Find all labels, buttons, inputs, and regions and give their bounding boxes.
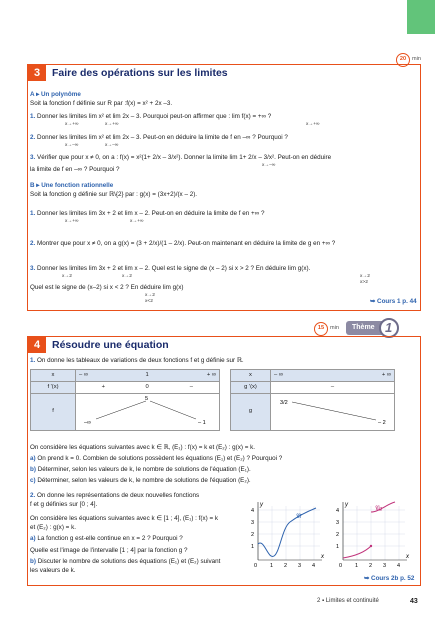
- image-question: Quelle est l'image de l'intervalle [1 ; 4] par la fonction g ?: [30, 547, 188, 554]
- timer-unit: min: [330, 325, 340, 332]
- svg-text:y: y: [345, 502, 348, 508]
- table-cell: – ∞: [76, 370, 131, 382]
- ex4-question-a2: a) La fonction g est-elle continue en x = 2 ? Pourquoi ?: [30, 535, 183, 542]
- svg-text:2: 2: [336, 532, 340, 538]
- svg-text:–∞: –∞: [83, 420, 91, 426]
- question-b4: Quel est le signe de (x–2) si x < 2 ? En déduire lim g(x): [30, 284, 184, 291]
- question-2: 2. Donner les limites lim x² et lim 2x – 3. Peut-on en déduire la limite de f en –∞ ? Pourquoi ?: [30, 134, 288, 141]
- svg-text:3: 3: [336, 520, 340, 526]
- svg-text:1: 1: [336, 544, 340, 550]
- svg-text:5: 5: [144, 396, 148, 402]
- exercise-number: 4: [28, 337, 46, 353]
- consider2-line1: On considère les équations suivantes avec k ∈ [1 ; 4], (E₁) : f(x) = k: [30, 515, 219, 522]
- svg-text:𝒞g: 𝒞g: [375, 506, 383, 512]
- svg-text:0: 0: [254, 563, 258, 569]
- svg-text:1: 1: [270, 563, 274, 569]
- theme-number: 1: [379, 318, 399, 338]
- consider2-line2: et (E₂) : g(x) = k.: [30, 524, 77, 531]
- theme-label: Thème: [346, 321, 389, 334]
- chapter-label: 2 ▪ Limites et continuité: [317, 598, 379, 604]
- theme-badge: [346, 318, 399, 338]
- question-b2: 2. Montrer que pour x ≠ 0, on a g(x) = (3 + 2/x)/(1 – 2/x). Peut-on maintenant en déduire la limite de g en +∞ ?: [30, 240, 336, 247]
- section-a-heading: A ▸ Un polynôme: [30, 91, 81, 98]
- limit-subscript: x→–∞: [65, 143, 79, 148]
- exercise-title: Faire des opérations sur les limites: [52, 67, 228, 79]
- svg-text:1: 1: [251, 544, 255, 550]
- limit-subscript: x→–∞: [262, 163, 276, 168]
- table-cell: 0: [131, 382, 164, 394]
- limit-subscript: x>2: [360, 280, 368, 285]
- consider-text: On considère les équations suivantes avec k ∈ ℝ, (E₁) : f(x) = k et (E₂) : g(x) = k.: [30, 444, 256, 451]
- question-3-cont: la limite de f en –∞ ? Pourquoi ?: [30, 166, 120, 173]
- table-cell: f: [31, 394, 76, 431]
- table-cell: 1: [131, 370, 164, 382]
- question-b1: 1. Donner les limites lim 3x + 2 et lim x – 2. Peut-on en déduire la limite de f en +∞ ?: [30, 210, 265, 217]
- table-cell: +: [76, 382, 131, 394]
- svg-text:0: 0: [339, 563, 343, 569]
- svg-text:4: 4: [312, 563, 316, 569]
- svg-text:y: y: [260, 502, 263, 508]
- svg-text:3: 3: [298, 563, 302, 569]
- svg-text:4: 4: [336, 508, 340, 514]
- svg-text:– 2: – 2: [377, 420, 386, 426]
- svg-text:x: x: [406, 554, 409, 560]
- table-cell: –: [164, 382, 220, 394]
- limit-subscript: x→+∞: [306, 122, 320, 127]
- intro-b-text: Soit la fonction g définie sur ℝ\{2} par : g(x) = (3x+2)/(x – 2).: [30, 191, 198, 198]
- svg-text:3: 3: [251, 520, 255, 526]
- question-1: 1. Donner les limites lim x² et lim 2x – 3. Pourquoi peut-on affirmer que : lim f(x) = +∞ ?: [30, 113, 272, 120]
- table-cell: g '(x): [231, 382, 271, 394]
- table-cell: + ∞: [164, 370, 220, 382]
- limit-subscript: x→2: [122, 274, 132, 279]
- table-cell: – ∞: [271, 370, 333, 382]
- limit-subscript: x→–∞: [105, 143, 119, 148]
- table-cell: f '(x): [31, 382, 76, 394]
- ex4-question-2-cont: f et g définies sur [0 ; 4].: [30, 501, 98, 508]
- ex4-question-2: 2. On donne les représentations de deux nouvelles fonctions: [30, 492, 200, 499]
- limit-subscript: x→+∞: [105, 122, 119, 127]
- svg-text:4: 4: [397, 563, 401, 569]
- course-link[interactable]: ➥ Cours 2b p. 52: [364, 575, 415, 582]
- variation-arrows: [271, 394, 395, 431]
- svg-text:– 1: – 1: [197, 420, 206, 426]
- timer-badge: [314, 322, 339, 336]
- svg-text:𝒞f: 𝒞f: [296, 514, 302, 520]
- svg-text:1: 1: [355, 563, 359, 569]
- intro-text: Soit la fonction f définie sur R par :f(x) = x² + 2x –3.: [30, 100, 173, 107]
- table-cell: x: [31, 370, 76, 382]
- svg-text:3/2: 3/2: [279, 400, 288, 406]
- timer-icon: 20: [396, 53, 410, 67]
- limit-subscript: x→2: [62, 274, 72, 279]
- corner-tab: [407, 0, 435, 34]
- ex4-question-1: 1. On donne les tableaux de variations de deux fonctions f et g définie sur ℝ.: [30, 357, 244, 364]
- timer-unit: min: [411, 56, 421, 63]
- limit-subscript: x→2: [145, 293, 155, 298]
- svg-text:x: x: [321, 554, 324, 560]
- limit-subscript: x<2: [145, 299, 153, 304]
- table-cell: g: [231, 394, 271, 431]
- arrow-graphic: [78, 394, 218, 426]
- graph-cf: [250, 498, 330, 570]
- variation-arrows: [76, 394, 220, 431]
- table-cell: + ∞: [332, 370, 394, 382]
- svg-text:2: 2: [284, 563, 288, 569]
- limit-subscript: x→+∞: [65, 219, 79, 224]
- variation-table-g: [230, 369, 395, 431]
- ex4-question-b2: b) Discuter le nombre de solutions des équations (E₁) et (E₂) suivant: [30, 558, 221, 565]
- svg-text:3: 3: [383, 563, 387, 569]
- question-b3: 3. Donner les limites lim 3x + 2 et lim x – 2. Quel est le signe de (x – 2) si x > 2 ? En déduire lim g(x).: [30, 265, 311, 272]
- svg-text:2: 2: [369, 563, 373, 569]
- svg-text:4: 4: [251, 508, 255, 514]
- page-number: 43: [410, 598, 418, 605]
- table-cell: –: [271, 382, 395, 394]
- section-b-heading: B ▸ Une fonction rationnelle: [30, 182, 114, 189]
- table-cell: x: [231, 370, 271, 382]
- timer-icon: 15: [314, 322, 328, 336]
- limit-subscript: x→2: [360, 274, 370, 279]
- exercise-title: Résoudre une équation: [52, 339, 169, 351]
- exercise-number: 3: [28, 65, 46, 81]
- svg-text:2: 2: [251, 532, 255, 538]
- ex4-question-b2-cont: les valeurs de k.: [30, 567, 76, 574]
- course-link[interactable]: ➥ Cours 1 p. 44: [370, 298, 417, 305]
- graph-cg: [335, 498, 415, 570]
- limit-subscript: x→+∞: [65, 122, 79, 127]
- ex4-question-a: a) On prend k = 0. Combien de solutions possèdent les équations (E₁) et (E₂) ? Pourquoi ?: [30, 455, 283, 462]
- arrow-graphic: [272, 394, 394, 426]
- ex4-question-b: b) Déterminer, selon les valeurs de k, le nombre de solutions de l'équation (E₁).: [30, 466, 251, 473]
- question-3: 3. Vérifier que pour x ≠ 0, on a : f(x) = x²(1+ 2/x – 3/x²). Donner la limite lim 1+ 2/x – 3/x². Peut-on en déduire: [30, 154, 332, 161]
- variation-table-f: [30, 369, 220, 431]
- limit-subscript: x→+∞: [130, 219, 144, 224]
- ex4-question-c: c) Déterminer, selon les valeurs de k, le nombre de solutions de l'équation (E₂).: [30, 477, 251, 484]
